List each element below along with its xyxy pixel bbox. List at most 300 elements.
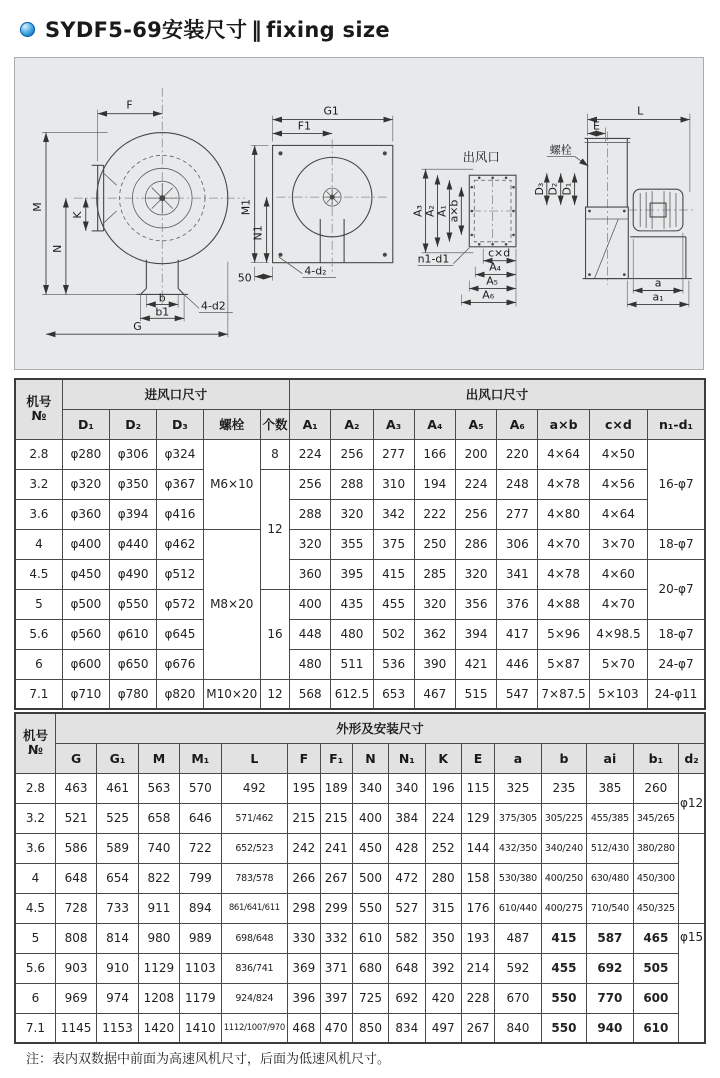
table-cell: 446 [497, 649, 538, 679]
table-cell: 166 [414, 439, 455, 469]
table-cell: 369 [288, 953, 320, 983]
table-cell: 722 [180, 833, 221, 863]
table-cell: 1103 [180, 953, 221, 983]
page-header [20, 14, 390, 44]
table-cell: φ500 [62, 589, 109, 619]
table-cell: 836/741 [221, 953, 288, 983]
column-header: a×b [538, 409, 589, 439]
table-cell: 248 [497, 469, 538, 499]
machine-no-cell: 2.8 [15, 439, 62, 469]
table-cell: 527 [389, 893, 425, 923]
table-cell: 455 [373, 589, 414, 619]
dim-label-A1: A₁ [435, 205, 449, 217]
table-cell: 380/280 [633, 833, 678, 863]
table-cell: 5×103 [589, 679, 647, 709]
table-cell: 728 [55, 893, 96, 923]
table-cell: 563 [138, 773, 179, 803]
table-cell: 299 [320, 893, 352, 923]
table-cell: 277 [497, 499, 538, 529]
table-cell: 969 [55, 983, 96, 1013]
fan-side-view-drawing [31, 88, 245, 337]
table-cell: 342 [373, 499, 414, 529]
table-cell: φ324 [157, 439, 203, 469]
table-cell: 355 [331, 529, 373, 559]
table-cell: 415 [373, 559, 414, 589]
column-header: b [541, 743, 586, 773]
table-cell: φ710 [62, 679, 109, 709]
table-cell: 375 [373, 529, 414, 559]
table-cell: 1112/1007/970 [221, 1013, 288, 1043]
title-separator: ‖ [251, 18, 263, 42]
table-cell: 911 [138, 893, 179, 923]
holes-label-4-d2-front: 4-d₂ [304, 264, 327, 278]
table-cell: 129 [461, 803, 494, 833]
outlet-title: 出风口 [462, 149, 500, 165]
drawing-panel [14, 57, 704, 370]
table-cell: 5×87 [538, 649, 589, 679]
table-cell: 400/250 [541, 863, 586, 893]
table-cell: 822 [138, 863, 179, 893]
column-header: A₂ [331, 409, 373, 439]
table-cell: 256 [331, 439, 373, 469]
table-cell: 610/440 [495, 893, 541, 923]
table-cell: φ440 [110, 529, 157, 559]
table-cell: 1129 [138, 953, 179, 983]
footnote: 注：表内双数据中前面为高速风机尺寸，后面为低速风机尺寸。 [26, 1052, 391, 1067]
table-cell: 320 [290, 529, 331, 559]
table-cell: φ367 [157, 469, 203, 499]
column-header: A₁ [290, 409, 331, 439]
table-cell: 267 [461, 1013, 494, 1043]
table-cell: 465 [633, 923, 678, 953]
table-cell: φ645 [157, 619, 203, 649]
table-cell: 521 [55, 803, 96, 833]
table-cell: 5×96 [538, 619, 589, 649]
table-row [15, 953, 705, 983]
table-cell: φ820 [157, 679, 203, 709]
table-cell: 277 [373, 439, 414, 469]
table-cell: 16-φ7 [648, 439, 705, 529]
table-cell: 470 [320, 1013, 352, 1043]
table-cell: 450/300 [633, 863, 678, 893]
column-group-header: 出风口尺寸 [290, 379, 705, 409]
table-cell: 710/540 [587, 893, 633, 923]
table-cell: 371 [320, 953, 352, 983]
column-header: ai [587, 743, 633, 773]
dim-label-F1: F1 [297, 119, 311, 133]
dim-label-D3: D₃ [532, 182, 546, 196]
table-cell: 4×56 [589, 469, 647, 499]
table-row [15, 983, 705, 1013]
table-cell: 505 [633, 953, 678, 983]
table-cell: 222 [414, 499, 455, 529]
table-cell: 345/265 [633, 803, 678, 833]
table-cell: 20-φ7 [648, 559, 705, 619]
table-cell: 306 [497, 529, 538, 559]
column-group-header: 进风口尺寸 [62, 379, 289, 409]
table-cell: φ560 [62, 619, 109, 649]
table-cell: 4×64 [589, 499, 647, 529]
machine-no-cell: 5.6 [15, 619, 62, 649]
table-cell: φ350 [110, 469, 157, 499]
table-cell: 502 [373, 619, 414, 649]
table-cell: 376 [497, 589, 538, 619]
table-row [15, 439, 705, 469]
column-header: d₂ [679, 743, 705, 773]
table-cell: 224 [290, 439, 331, 469]
table-cell: 280 [425, 863, 461, 893]
table-cell: 214 [461, 953, 494, 983]
fan-front-view-drawing [238, 105, 393, 285]
dim-label-a: a [654, 276, 662, 290]
table-cell: φ416 [157, 499, 203, 529]
title-zh: SYDF5-69安装尺寸 [45, 18, 248, 42]
table-cell: φ394 [110, 499, 157, 529]
machine-no-cell: 3.6 [15, 499, 62, 529]
table-cell: 653 [373, 679, 414, 709]
table-cell: 176 [461, 893, 494, 923]
table-cell: 394 [455, 619, 496, 649]
table-row [15, 679, 705, 709]
dim-label-b: b [158, 291, 166, 305]
table-cell: 24-φ11 [648, 679, 705, 709]
column-header: N [352, 743, 388, 773]
table-cell: 395 [331, 559, 373, 589]
table-cell: 698/648 [221, 923, 288, 953]
table-cell: 200 [455, 439, 496, 469]
table-cell: 450 [352, 833, 388, 863]
table-cell: 325 [495, 773, 541, 803]
column-header: M₁ [180, 743, 221, 773]
table-cell: 850 [352, 1013, 388, 1043]
column-header: A₃ [373, 409, 414, 439]
table-cell: 455/385 [587, 803, 633, 833]
table-cell: 4×70 [538, 529, 589, 559]
dim-label-D2: D₂ [546, 182, 560, 196]
table-cell: 396 [288, 983, 320, 1013]
table-cell: 12 [260, 469, 289, 589]
table-cell: 536 [373, 649, 414, 679]
table-cell: 18-φ7 [648, 529, 705, 559]
table-cell: 592 [495, 953, 541, 983]
table-row [15, 803, 705, 833]
table-cell: 7×87.5 [538, 679, 589, 709]
table-cell: 196 [425, 773, 461, 803]
dim-label-cxd: c×d [488, 246, 511, 260]
table-row [15, 529, 705, 559]
table-cell: 814 [97, 923, 138, 953]
column-header: 个数 [260, 409, 289, 439]
table-cell: 587 [587, 923, 633, 953]
dim-label-N1: N1 [251, 225, 265, 241]
column-header: n₁-d₁ [648, 409, 705, 439]
column-header: F₁ [320, 743, 352, 773]
table-row [15, 923, 705, 953]
table-row [15, 833, 705, 863]
table-cell: 448 [290, 619, 331, 649]
table-cell: 550 [352, 893, 388, 923]
holes-label-4-d2: 4-d2 [201, 299, 226, 313]
outlet-flange-drawing [412, 149, 516, 306]
table-cell: 515 [455, 679, 496, 709]
table-cell: 340/240 [541, 833, 586, 863]
column-header: D₂ [110, 409, 157, 439]
table-cell: 12 [260, 679, 289, 709]
table-cell: 861/641/611 [221, 893, 288, 923]
table-cell: 461 [97, 773, 138, 803]
table-cell: 1420 [138, 1013, 179, 1043]
table-cell: 400 [290, 589, 331, 619]
table-cell: φ572 [157, 589, 203, 619]
table-cell: 4×70 [589, 589, 647, 619]
table-cell: 525 [97, 803, 138, 833]
table-cell: 4×78 [538, 469, 589, 499]
table-cell: φ306 [110, 439, 157, 469]
table-cell: 894 [180, 893, 221, 923]
table-cell: 654 [97, 863, 138, 893]
table-cell: 571/462 [221, 803, 288, 833]
column-header: 螺栓 [203, 409, 260, 439]
table-cell: 266 [288, 863, 320, 893]
table-cell: φ650 [110, 649, 157, 679]
table-cell: φ462 [157, 529, 203, 559]
table-cell: 480 [331, 619, 373, 649]
table-cell: 397 [320, 983, 352, 1013]
column-header: b₁ [633, 743, 678, 773]
table-cell: 417 [497, 619, 538, 649]
machine-no-cell: 2.8 [15, 773, 55, 803]
table-cell: 267 [320, 863, 352, 893]
table-cell: 550 [541, 983, 586, 1013]
column-header: G [55, 743, 96, 773]
dim-label-D1: D₁ [560, 182, 574, 196]
table-cell: 648 [389, 953, 425, 983]
table-cell: 288 [331, 469, 373, 499]
table-cell: 340 [389, 773, 425, 803]
table-cell: 252 [425, 833, 461, 863]
table-cell: 497 [425, 1013, 461, 1043]
column-header: K [425, 743, 461, 773]
table-cell: 428 [389, 833, 425, 863]
table-cell: 115 [461, 773, 494, 803]
column-group-header: 外形及安装尺寸 [55, 713, 705, 743]
table-cell: 989 [180, 923, 221, 953]
column-header: A₅ [455, 409, 496, 439]
table-cell: 4×64 [538, 439, 589, 469]
dim-label-50: 50 [237, 271, 252, 285]
table-row [15, 619, 705, 649]
table-cell: 390 [414, 649, 455, 679]
machine-no-cell: 7.1 [15, 1013, 55, 1043]
column-header: F [288, 743, 320, 773]
table-cell: 4×80 [538, 499, 589, 529]
machine-no-header: 机号 № [15, 379, 62, 439]
table-cell: φ490 [110, 559, 157, 589]
table-cell: 320 [414, 589, 455, 619]
table-cell: 400/275 [541, 893, 586, 923]
technical-drawings [15, 58, 703, 369]
table-cell: 224 [455, 469, 496, 499]
table-cell: 432/350 [495, 833, 541, 863]
table-cell: 589 [97, 833, 138, 863]
table-row [15, 893, 705, 923]
table-cell: 320 [455, 559, 496, 589]
table-cell: 256 [455, 499, 496, 529]
table-cell: φ676 [157, 649, 203, 679]
table-row [15, 469, 705, 499]
table-cell: 235 [541, 773, 586, 803]
table-cell: 630/480 [587, 863, 633, 893]
machine-no-cell: 4.5 [15, 893, 55, 923]
table-cell: 586 [55, 833, 96, 863]
dim-label-b1: b1 [155, 305, 170, 319]
table-cell: 940 [587, 1013, 633, 1043]
table-cell: 195 [288, 773, 320, 803]
table-cell: 1145 [55, 1013, 96, 1043]
table-cell: 144 [461, 833, 494, 863]
table-cell: φ15 [679, 923, 705, 1043]
dim-label-A5: A₅ [486, 274, 499, 288]
column-header: E [461, 743, 494, 773]
table-cell: 341 [497, 559, 538, 589]
table-cell: 472 [389, 863, 425, 893]
machine-no-cell: 5.6 [15, 953, 55, 983]
table-cell: 435 [331, 589, 373, 619]
table-cell: M6×10 [203, 439, 260, 529]
table-cell: 692 [389, 983, 425, 1013]
table-cell: 360 [290, 559, 331, 589]
table-row [15, 863, 705, 893]
table-cell: 980 [138, 923, 179, 953]
dim-label-A3: A₃ [411, 205, 425, 217]
table-cell: 332 [320, 923, 352, 953]
table-cell: 740 [138, 833, 179, 863]
table-cell: 400 [352, 803, 388, 833]
table-cell: 511 [331, 649, 373, 679]
table-cell: 512/430 [587, 833, 633, 863]
table-cell: 215 [320, 803, 352, 833]
dim-label-G: G [133, 320, 142, 334]
table-row [15, 1013, 705, 1043]
machine-no-cell: 5 [15, 923, 55, 953]
table-cell: 415 [541, 923, 586, 953]
table-cell: 568 [290, 679, 331, 709]
dim-label-M1: M1 [239, 198, 253, 216]
machine-no-cell: 6 [15, 983, 55, 1013]
table-cell: 362 [414, 619, 455, 649]
page-title [45, 14, 390, 44]
dim-label-axb: a×b [447, 199, 461, 223]
machine-no-cell: 5 [15, 589, 62, 619]
table-cell: 420 [425, 983, 461, 1013]
table-cell: φ12 [679, 773, 705, 833]
table-cell: 298 [288, 893, 320, 923]
table-cell: 375/305 [495, 803, 541, 833]
table-cell: 250 [414, 529, 455, 559]
table-cell: 224 [425, 803, 461, 833]
table-cell: 3×70 [589, 529, 647, 559]
table-cell: 487 [495, 923, 541, 953]
motor-side-view-drawing [533, 105, 696, 308]
machine-no-cell: 3.2 [15, 803, 55, 833]
table-cell: 260 [633, 773, 678, 803]
table-cell: φ780 [110, 679, 157, 709]
column-header: A₄ [414, 409, 455, 439]
table-cell: 808 [55, 923, 96, 953]
table-cell: 384 [389, 803, 425, 833]
machine-no-cell: 7.1 [15, 679, 62, 709]
table-cell: 610 [352, 923, 388, 953]
table-cell: 840 [495, 1013, 541, 1043]
machine-no-cell: 4 [15, 863, 55, 893]
table-cell: 612.5 [331, 679, 373, 709]
table-cell: 340 [352, 773, 388, 803]
table-row [15, 559, 705, 589]
table-cell: 4×98.5 [589, 619, 647, 649]
table-cell: 467 [414, 679, 455, 709]
table-cell: 220 [497, 439, 538, 469]
table-cell: 4×50 [589, 439, 647, 469]
title-en: fixing size [266, 18, 390, 42]
column-header: a [495, 743, 541, 773]
dim-label-A2: A₂ [423, 205, 437, 217]
column-header: N₁ [389, 743, 425, 773]
table-cell: 658 [138, 803, 179, 833]
table-cell: 903 [55, 953, 96, 983]
table-cell: 910 [97, 953, 138, 983]
table-cell: 241 [320, 833, 352, 863]
table-cell: 547 [497, 679, 538, 709]
table-cell: 1208 [138, 983, 179, 1013]
table-cell: 692 [587, 953, 633, 983]
table-cell: 530/380 [495, 863, 541, 893]
table-cell: φ400 [62, 529, 109, 559]
table-row [15, 649, 705, 679]
table-cell: 733 [97, 893, 138, 923]
table-cell: 570 [180, 773, 221, 803]
table-cell: 799 [180, 863, 221, 893]
table-cell: 4×88 [538, 589, 589, 619]
column-header: D₃ [157, 409, 203, 439]
table-cell: 652/523 [221, 833, 288, 863]
table-cell: 310 [373, 469, 414, 499]
table-cell: 285 [414, 559, 455, 589]
table-cell: 421 [455, 649, 496, 679]
table-cell: 500 [352, 863, 388, 893]
dim-label-N: N [50, 244, 64, 253]
table-cell: 356 [455, 589, 496, 619]
table-cell: φ600 [62, 649, 109, 679]
table-cell: 4×78 [538, 559, 589, 589]
dim-label-a1: a₁ [652, 290, 664, 304]
holes-label-n1-d1: n1-d1 [417, 252, 450, 266]
table-cell: 350 [425, 923, 461, 953]
table-cell: 24-φ7 [648, 649, 705, 679]
table-cell: 783/578 [221, 863, 288, 893]
dim-label-K: K [70, 211, 84, 219]
inlet-outlet-dimensions-table [14, 378, 706, 710]
table-cell: 450/325 [633, 893, 678, 923]
table-cell: 1179 [180, 983, 221, 1013]
table-cell: 194 [414, 469, 455, 499]
column-header: L [221, 743, 288, 773]
dim-label-F: F [126, 98, 133, 112]
table-cell: 600 [633, 983, 678, 1013]
bullet-icon [20, 22, 35, 37]
table-cell: M8×20 [203, 529, 260, 679]
table-cell: 16 [260, 589, 289, 679]
table-cell: φ550 [110, 589, 157, 619]
